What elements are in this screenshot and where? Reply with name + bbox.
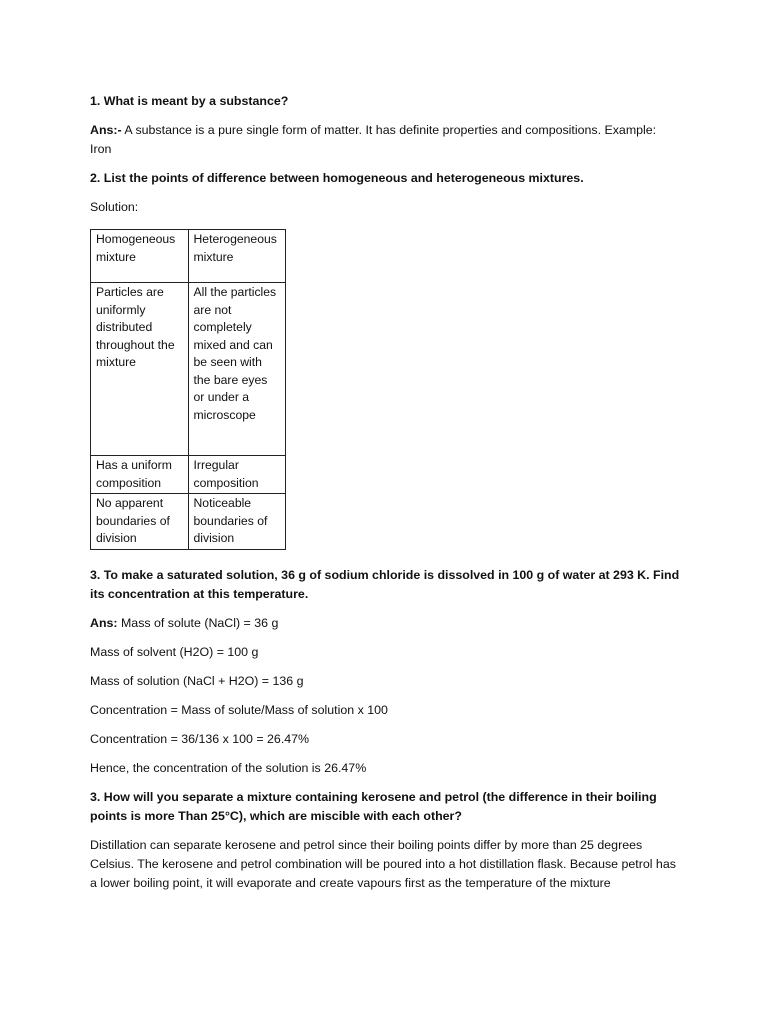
table-cell: All the particles are not completely mixed and can be seen with the bare eyes or under a microscope (188, 283, 286, 456)
question-2: 2. List the points of difference between homogeneous and heterogeneous mixtures. (90, 171, 584, 185)
header-heterogeneous: Heterogeneous mixture (188, 230, 286, 283)
answer-3-line: Concentration = 36/136 x 100 = 26.47% (90, 731, 310, 746)
answer-3-line: Concentration = Mass of solute/Mass of solution x 100 (90, 702, 388, 717)
answer-1-text: A substance is a pure single form of matter. It has definite properties and compositions. Example: Iron (90, 123, 657, 156)
mixture-difference-table (90, 229, 286, 550)
question-4: 3. How will you separate a mixture containing kerosene and petrol (the difference in their boiling points is more Than 25°C), which are miscible with each other? (90, 789, 657, 823)
table-row (91, 283, 286, 456)
table-cell: Has a uniform composition (91, 456, 189, 494)
header-homogeneous: Homogeneous mixture (91, 230, 189, 283)
answer-3-label: Ans: (90, 615, 118, 630)
table-cell: No apparent boundaries of division (91, 494, 189, 550)
answer-3-line: Mass of solvent (H2O) = 100 g (90, 644, 259, 659)
table-cell: Irregular composition (188, 456, 286, 494)
answer-3-line: Mass of solution (NaCl + H2O) = 136 g (90, 673, 304, 688)
table-cell: Particles are uniformly distributed throughout the mixture (91, 283, 189, 456)
question-1: 1. What is meant by a substance? (90, 94, 289, 108)
table-row (91, 456, 286, 494)
question-3: 3. To make a saturated solution, 36 g of sodium chloride is dissolved in 100 g of water at 293 K. Find its concentration at this temperature. (90, 567, 680, 601)
table-header-row (91, 230, 286, 283)
answer-3-line (90, 614, 680, 633)
solution-label: Solution: (90, 200, 139, 214)
answer-1 (90, 121, 680, 159)
table-row (91, 494, 286, 550)
document-page (90, 92, 680, 893)
answer-3-line: Hence, the concentration of the solution is 26.47% (90, 760, 367, 775)
answer-4: Distillation can separate kerosene and petrol since their boiling points differ by more than 25 degrees Celsius. The kerosene and petrol combination will be poured into a hot distillation flask. Because petrol has a lower boiling point, it will evaporate and create vapours first as the temperature of the mixture (90, 837, 676, 890)
table-cell: Noticeable boundaries of division (188, 494, 286, 550)
answer-1-label: Ans:- (90, 123, 122, 137)
answer-3-text: Mass of solute (NaCl) = 36 g (117, 615, 279, 630)
